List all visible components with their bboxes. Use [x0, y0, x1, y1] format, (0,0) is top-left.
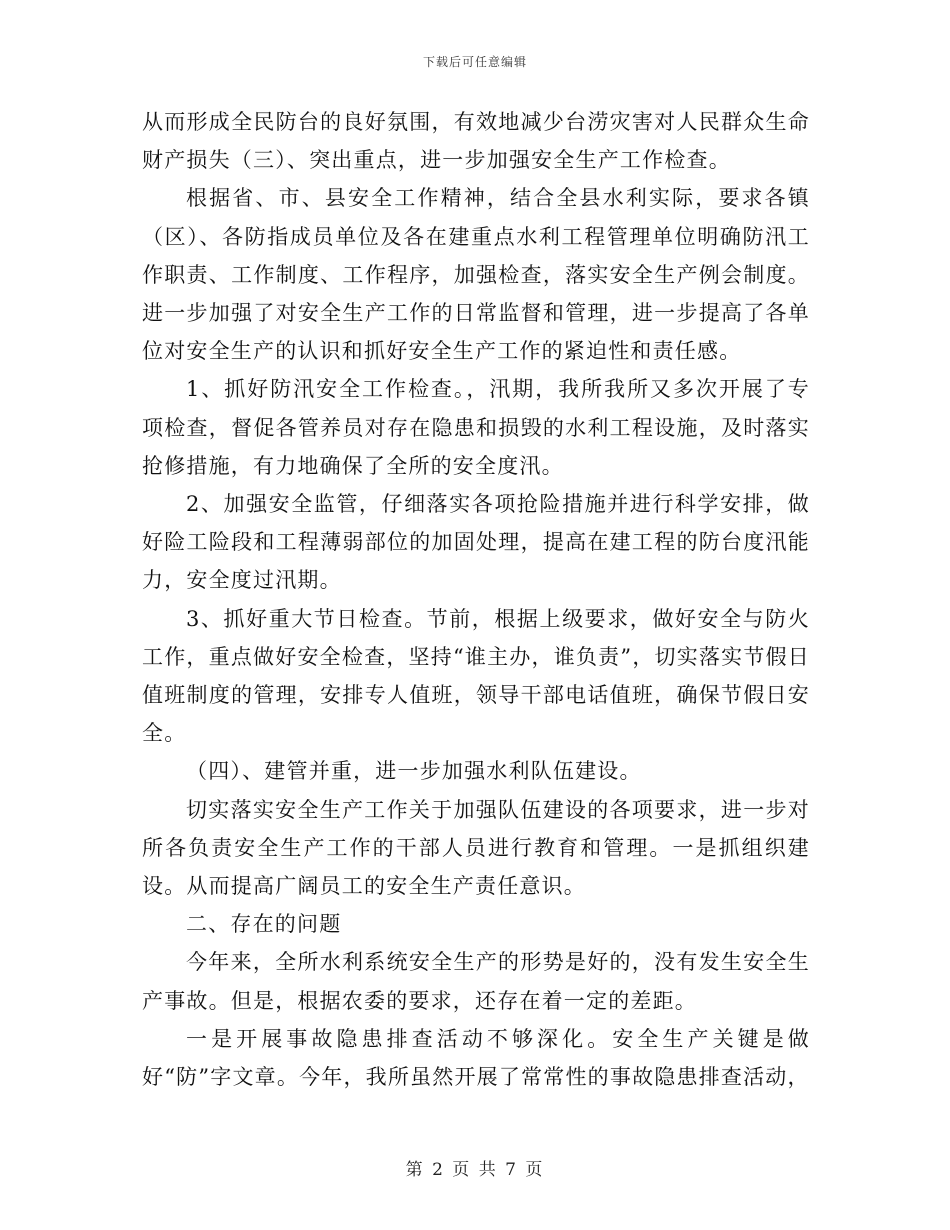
document-body [142, 103, 810, 1096]
paragraph-10: 一是开展事故隐患排查活动不够深化。安全生产关键是做好“防”字文章。今年，我所虽然开展了常常性的事故隐患排查活动， [142, 1026, 810, 1090]
section-heading-4: （四）、建管并重，进一步加强水利队伍建设。 [186, 759, 642, 784]
paragraph-1: 从而形成全民防台的良好氛围，有效地减少台涝灾害对人民群众生命财产损失（三）、突出重点，进一步加强安全生产工作检查。 [142, 110, 810, 173]
page-number: 第 2 页 共 7 页 [405, 1160, 545, 1180]
paragraph-5: 3、抓好重大节日检查。节前，根据上级要求，做好安全与防火工作，重点做好安全检查，坚持“谁主办，谁负责”，切实落实节假日值班制度的管理，安排专人值班，领导干部电话值班，确保节假日安全。 [142, 606, 810, 746]
paragraph-4: 2、加强安全监管，仔细落实各项抢险措施并进行科学安排，做好险工险段和工程薄弱部位的加固处理，提高在建工程的防台度汛能力，安全度过汛期。 [142, 492, 810, 593]
paragraph-9: 今年来，全所水利系统安全生产的形势是好的，没有发生安全生产事故。但是，根据农委的要求，还存在着一定的差距。 [142, 950, 810, 1013]
paragraph-3: 1、抓好防汛安全工作检查。，汛期，我所我所又多次开展了专项检查，督促各管养员对存在隐患和损毁的水利工程设施，及时落实抢修措施，有力地确保了全所的安全度汛。 [142, 377, 810, 478]
section-heading-problems: 二、存在的问题 [186, 912, 342, 937]
paragraph-7: 切实落实安全生产工作关于加强队伍建设的各项要求，进一步对所各负责安全生产工作的干部人员进行教育和管理。一是抓组织建设。从而提高广阔员工的安全生产责任意识。 [142, 797, 810, 899]
paragraph-2: 根据省、市、县安全工作精神，结合全县水利实际，要求各镇（区）、各防指成员单位及各在建重点水利工程管理单位明确防汛工作职责、工作制度、工作程序，加强检查，落实安全生产例会制度。进一步加强了对安全生产工作的日常监督和管理，进一步提高了各单位对安全生产的认识和抓好安全生产工作的紧迫性和责任感。 [142, 186, 810, 364]
header-note: 下载后可任意编辑 [422, 55, 527, 69]
